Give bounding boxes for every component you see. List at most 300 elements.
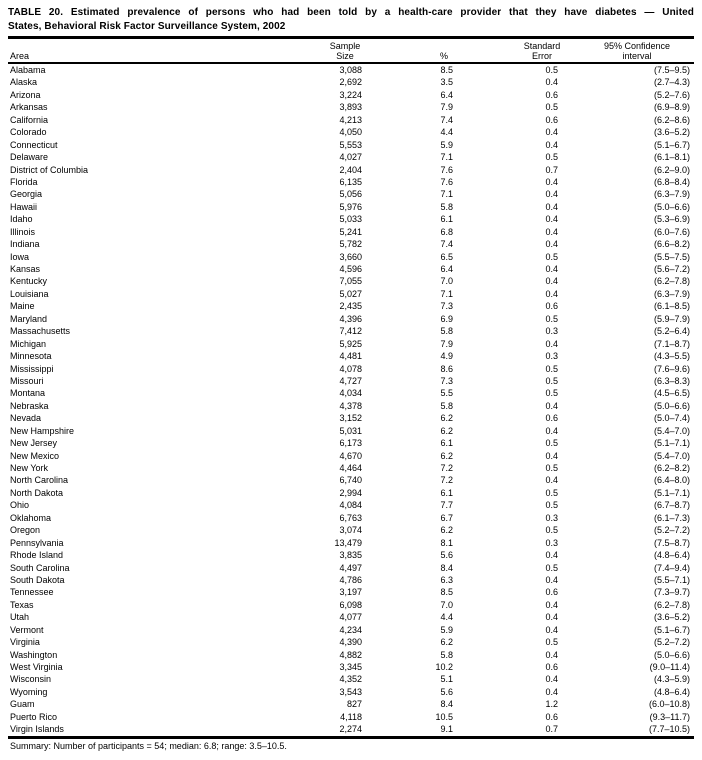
cell-confidence-interval: (5.5–7.5) xyxy=(653,251,690,262)
cell-percent: 5.9 xyxy=(440,624,453,635)
col-header-standard-error xyxy=(458,41,563,61)
table-row xyxy=(8,499,694,511)
cell-area: West Virginia xyxy=(10,662,63,672)
cell-sample-size: 13,479 xyxy=(334,537,362,548)
cell-area: New Jersey xyxy=(10,438,58,449)
cell-confidence-interval: (7.3–9.7) xyxy=(653,587,690,598)
cell-percent: 6.8 xyxy=(440,226,453,237)
cell-percent: 5.8 xyxy=(440,649,453,660)
cell-standard-error: 0.4 xyxy=(545,612,558,623)
cell-standard-error: 0.4 xyxy=(545,201,558,212)
table-row xyxy=(8,611,694,623)
table-row xyxy=(8,238,694,250)
table-row xyxy=(8,151,694,163)
cell-confidence-interval: (7.5–9.5) xyxy=(653,65,690,75)
cell-sample-size: 3,074 xyxy=(339,525,362,536)
col-header-se-line2: Error xyxy=(532,50,552,61)
cell-sample-size: 3,345 xyxy=(339,662,362,672)
cell-sample-size: 4,084 xyxy=(339,500,362,511)
cell-percent: 5.1 xyxy=(440,674,453,685)
cell-confidence-interval: (4.8–6.4) xyxy=(653,686,690,697)
cell-standard-error: 0.3 xyxy=(545,326,558,337)
cell-area: Connecticut xyxy=(10,139,58,150)
table-row xyxy=(8,487,694,499)
cell-standard-error: 0.5 xyxy=(545,525,558,536)
cell-percent: 7.0 xyxy=(440,599,453,610)
cell-sample-size: 7,412 xyxy=(339,326,362,337)
table-row xyxy=(8,114,694,126)
cell-confidence-interval: (6.3–7.9) xyxy=(653,288,690,299)
cell-sample-size: 2,274 xyxy=(339,724,362,735)
table-row xyxy=(8,661,694,673)
cell-standard-error: 0.5 xyxy=(545,313,558,324)
cell-standard-error: 0.7 xyxy=(545,164,558,175)
table-row xyxy=(8,176,694,188)
cell-percent: 5.8 xyxy=(440,326,453,337)
table-row xyxy=(8,412,694,424)
cell-area: Virginia xyxy=(10,637,40,648)
cell-sample-size: 4,027 xyxy=(339,152,362,163)
cell-area: Maine xyxy=(10,301,35,312)
cell-standard-error: 0.5 xyxy=(545,562,558,573)
cell-standard-error: 0.5 xyxy=(545,251,558,262)
table-row xyxy=(8,698,694,710)
cell-sample-size: 3,088 xyxy=(339,65,362,75)
cell-sample-size: 5,782 xyxy=(339,239,362,250)
cell-sample-size: 6,098 xyxy=(339,599,362,610)
cell-confidence-interval: (5.4–7.0) xyxy=(653,425,690,436)
cell-sample-size: 2,435 xyxy=(339,301,362,312)
table-header-row xyxy=(8,39,694,62)
cell-standard-error: 0.6 xyxy=(545,587,558,598)
cell-area: South Dakota xyxy=(10,574,65,585)
cell-standard-error: 0.5 xyxy=(545,438,558,449)
col-header-sample-line1: Sample xyxy=(329,40,361,51)
cell-area: Rhode Island xyxy=(10,550,64,561)
table-row xyxy=(8,164,694,176)
cell-standard-error: 0.4 xyxy=(545,425,558,436)
cell-confidence-interval: (5.5–7.1) xyxy=(653,574,690,585)
cell-area: Iowa xyxy=(10,251,30,262)
cell-sample-size: 5,056 xyxy=(339,189,362,200)
col-header-confidence-interval xyxy=(563,41,694,61)
cell-confidence-interval: (5.1–7.1) xyxy=(653,438,690,449)
cell-percent: 5.8 xyxy=(440,201,453,212)
cell-percent: 7.2 xyxy=(440,463,453,473)
table-row xyxy=(8,723,694,735)
cell-area: Vermont xyxy=(10,624,44,635)
cell-area: Michigan xyxy=(10,338,47,349)
col-header-area-label: Area xyxy=(10,50,30,61)
table-row xyxy=(8,462,694,474)
table-row xyxy=(8,586,694,598)
cell-standard-error: 0.7 xyxy=(545,724,558,735)
cell-area: Utah xyxy=(10,612,30,623)
cell-confidence-interval: (7.7–10.5) xyxy=(648,724,690,735)
cell-sample-size: 5,925 xyxy=(339,338,362,349)
cell-confidence-interval: (7.4–9.4) xyxy=(653,562,690,573)
cell-sample-size: 3,543 xyxy=(339,686,362,697)
table-row xyxy=(8,251,694,263)
cell-standard-error: 0.5 xyxy=(545,152,558,163)
cell-sample-size: 4,213 xyxy=(339,114,362,125)
cell-confidence-interval: (7.6–9.6) xyxy=(653,363,690,374)
cell-area: Texas xyxy=(10,599,34,610)
cell-confidence-interval: (5.2–7.6) xyxy=(653,89,690,100)
cell-standard-error: 0.6 xyxy=(545,114,558,125)
cell-standard-error: 0.4 xyxy=(545,475,558,486)
cell-area: Maryland xyxy=(10,313,48,324)
cell-sample-size: 4,670 xyxy=(339,450,362,461)
cell-confidence-interval: (4.8–6.4) xyxy=(653,550,690,561)
cell-standard-error: 0.6 xyxy=(545,413,558,424)
cell-percent: 10.2 xyxy=(435,662,453,672)
table-row xyxy=(8,89,694,101)
cell-sample-size: 3,152 xyxy=(339,413,362,424)
cell-confidence-interval: (6.2–8.2) xyxy=(653,463,690,473)
table-row xyxy=(8,201,694,213)
cell-sample-size: 4,727 xyxy=(339,375,362,386)
cell-percent: 5.5 xyxy=(440,388,453,399)
cell-confidence-interval: (4.3–5.5) xyxy=(653,351,690,362)
cell-sample-size: 827 xyxy=(346,699,362,710)
cell-sample-size: 5,031 xyxy=(339,425,362,436)
table-row xyxy=(8,300,694,312)
cell-standard-error: 0.4 xyxy=(545,338,558,349)
table-row xyxy=(8,549,694,561)
summary-footnote: Summary: Number of participants = 54; median: 6.8; range: 3.5–10.5. xyxy=(10,740,287,751)
cell-percent: 6.4 xyxy=(440,89,453,100)
cell-area: Mississippi xyxy=(10,363,54,374)
cell-confidence-interval: (3.6–5.2) xyxy=(653,612,690,623)
cell-percent: 7.9 xyxy=(440,102,453,113)
table-row xyxy=(8,325,694,337)
cell-confidence-interval: (6.4–8.0) xyxy=(653,475,690,486)
cell-area: Idaho xyxy=(10,214,33,225)
cell-confidence-interval: (5.9–7.9) xyxy=(653,313,690,324)
cell-percent: 7.0 xyxy=(440,276,453,287)
table-row xyxy=(8,139,694,151)
cell-percent: 6.9 xyxy=(440,313,453,324)
cell-confidence-interval: (5.4–7.0) xyxy=(653,450,690,461)
cell-percent: 6.5 xyxy=(440,251,453,262)
cell-confidence-interval: (4.3–5.9) xyxy=(653,674,690,685)
cell-sample-size: 5,553 xyxy=(339,139,362,150)
cell-confidence-interval: (9.0–11.4) xyxy=(649,662,690,672)
cell-area: South Carolina xyxy=(10,562,70,573)
table-row xyxy=(8,288,694,300)
cell-percent: 9.1 xyxy=(440,724,453,735)
cell-confidence-interval: (6.8–8.4) xyxy=(653,176,690,187)
cell-percent: 7.4 xyxy=(440,239,453,250)
cell-standard-error: 0.5 xyxy=(545,363,558,374)
table-row xyxy=(8,213,694,225)
cell-standard-error: 0.4 xyxy=(545,139,558,150)
cell-confidence-interval: (5.0–6.6) xyxy=(653,201,690,212)
cell-percent: 8.5 xyxy=(440,587,453,598)
cell-sample-size: 4,352 xyxy=(339,674,362,685)
cell-percent: 7.4 xyxy=(440,114,453,125)
cell-percent: 6.1 xyxy=(440,487,453,498)
cell-sample-size: 5,033 xyxy=(339,214,362,225)
cell-percent: 7.1 xyxy=(440,152,453,163)
cell-area: Louisiana xyxy=(10,288,49,299)
cell-percent: 7.9 xyxy=(440,338,453,349)
cell-confidence-interval: (6.3–8.3) xyxy=(653,375,690,386)
cell-standard-error: 0.5 xyxy=(545,375,558,386)
cell-confidence-interval: (6.2–8.6) xyxy=(653,114,690,125)
cell-confidence-interval: (5.2–7.2) xyxy=(653,525,690,536)
cell-confidence-interval: (6.1–8.1) xyxy=(653,152,690,163)
cell-area: North Dakota xyxy=(10,487,64,498)
cell-sample-size: 4,078 xyxy=(339,363,362,374)
table-row xyxy=(8,425,694,437)
col-header-area xyxy=(8,41,323,61)
cell-percent: 5.8 xyxy=(440,400,453,411)
cell-standard-error: 0.5 xyxy=(545,637,558,648)
cell-percent: 7.6 xyxy=(440,164,453,175)
table-row xyxy=(8,263,694,275)
cell-confidence-interval: (5.2–6.4) xyxy=(653,326,690,337)
cell-percent: 7.7 xyxy=(440,500,453,511)
cell-standard-error: 0.4 xyxy=(545,176,558,187)
cell-area: Indiana xyxy=(10,239,40,250)
cell-percent: 4.9 xyxy=(440,351,453,362)
cell-standard-error: 0.4 xyxy=(545,674,558,685)
cell-sample-size: 6,740 xyxy=(339,475,362,486)
cell-percent: 6.2 xyxy=(440,425,453,436)
cell-percent: 5.6 xyxy=(440,686,453,697)
cell-confidence-interval: (6.1–7.3) xyxy=(653,512,690,523)
table-row xyxy=(8,562,694,574)
cell-percent: 7.1 xyxy=(440,288,453,299)
cell-standard-error: 0.4 xyxy=(545,214,558,225)
cell-standard-error: 0.4 xyxy=(545,599,558,610)
cell-confidence-interval: (5.6–7.2) xyxy=(653,264,690,274)
cell-sample-size: 4,118 xyxy=(340,711,362,722)
cell-standard-error: 0.4 xyxy=(545,649,558,660)
cell-confidence-interval: (6.3–7.9) xyxy=(653,189,690,200)
table-row xyxy=(8,375,694,387)
cell-standard-error: 0.3 xyxy=(545,351,558,362)
cell-confidence-interval: (5.0–6.6) xyxy=(653,649,690,660)
cell-standard-error: 0.5 xyxy=(545,463,558,473)
cell-confidence-interval: (5.1–6.7) xyxy=(653,139,690,150)
cell-sample-size: 4,882 xyxy=(339,649,362,660)
cell-area: Alaska xyxy=(10,77,38,88)
cell-confidence-interval: (6.7–8.7) xyxy=(653,500,690,511)
cell-area: Kansas xyxy=(10,264,41,274)
cell-area: Wisconsin xyxy=(10,674,52,685)
cell-percent: 8.6 xyxy=(440,363,453,374)
cell-sample-size: 4,234 xyxy=(339,624,362,635)
cell-sample-size: 4,077 xyxy=(339,612,362,623)
cell-standard-error: 0.5 xyxy=(545,500,558,511)
cell-area: Delaware xyxy=(10,152,49,163)
cell-area: Tennessee xyxy=(10,587,54,598)
table-row xyxy=(8,363,694,375)
cell-confidence-interval: (5.0–7.4) xyxy=(653,413,690,424)
table-row xyxy=(8,387,694,399)
cell-confidence-interval: (2.7–4.3) xyxy=(653,77,690,88)
cell-confidence-interval: (6.6–8.2) xyxy=(653,239,690,250)
table-row xyxy=(8,126,694,138)
cell-area: Colorado xyxy=(10,127,47,138)
cell-area: Minnesota xyxy=(10,351,52,362)
cell-area: Georgia xyxy=(10,189,43,200)
cell-area: Ohio xyxy=(10,500,30,511)
cell-percent: 8.5 xyxy=(440,65,453,75)
cell-sample-size: 5,027 xyxy=(339,288,362,299)
cell-standard-error: 0.6 xyxy=(545,711,558,722)
table-row xyxy=(8,400,694,412)
table-row xyxy=(8,624,694,636)
cell-area: Washington xyxy=(10,649,58,660)
cell-confidence-interval: (5.1–7.1) xyxy=(653,487,690,498)
cell-percent: 6.2 xyxy=(440,450,453,461)
table-row xyxy=(8,275,694,287)
cell-percent: 5.9 xyxy=(440,139,453,150)
cell-area: Illinois xyxy=(10,226,36,237)
table-row xyxy=(8,686,694,698)
cell-percent: 6.2 xyxy=(440,637,453,648)
cell-sample-size: 4,396 xyxy=(339,313,362,324)
table-row xyxy=(8,338,694,350)
cell-sample-size: 3,224 xyxy=(339,89,362,100)
cell-sample-size: 6,135 xyxy=(339,176,362,187)
cell-standard-error: 0.6 xyxy=(545,89,558,100)
cell-area: New Hampshire xyxy=(10,425,75,436)
table-row xyxy=(8,673,694,685)
cell-standard-error: 0.6 xyxy=(545,662,558,672)
cell-confidence-interval: (7.1–8.7) xyxy=(653,338,690,349)
cell-sample-size: 6,173 xyxy=(339,438,362,449)
cell-area: New York xyxy=(10,463,49,473)
cell-percent: 8.4 xyxy=(440,562,453,573)
cell-standard-error: 0.4 xyxy=(545,77,558,88)
cell-confidence-interval: (6.9–8.9) xyxy=(653,102,690,113)
cell-standard-error: 0.5 xyxy=(545,487,558,498)
cell-confidence-interval: (4.5–6.5) xyxy=(653,388,690,399)
cell-sample-size: 4,050 xyxy=(339,127,362,138)
rule-above-summary xyxy=(8,736,694,740)
cell-area: Arkansas xyxy=(10,102,48,113)
cell-percent: 3.5 xyxy=(440,77,453,88)
table-row xyxy=(8,188,694,200)
cell-sample-size: 4,390 xyxy=(339,637,362,648)
table-title-line1: TABLE 20. Estimated prevalence of persons who had been told by a health-care provider that they have diabetes — United xyxy=(8,7,694,18)
col-header-percent-label: % xyxy=(439,50,448,61)
cell-percent: 6.3 xyxy=(440,574,453,585)
cell-standard-error: 0.4 xyxy=(545,624,558,635)
cell-sample-size: 2,994 xyxy=(339,487,362,498)
cell-area: Florida xyxy=(10,176,38,187)
cell-standard-error: 0.4 xyxy=(545,288,558,299)
table-row xyxy=(8,437,694,449)
cell-confidence-interval: (6.0–7.6) xyxy=(653,226,690,237)
cell-standard-error: 1.2 xyxy=(545,699,558,710)
cell-standard-error: 0.4 xyxy=(545,189,558,200)
cell-area: Pennsylvania xyxy=(10,537,64,548)
table-title-line2: States, Behavioral Risk Factor Surveillance System, 2002 xyxy=(8,20,286,32)
table-row xyxy=(8,512,694,524)
cell-confidence-interval: (3.6–5.2) xyxy=(653,127,690,138)
col-header-ci-line2: interval xyxy=(622,50,652,61)
table-row xyxy=(8,226,694,238)
col-header-sample-line2: Size xyxy=(336,50,354,61)
cell-confidence-interval: (5.1–6.7) xyxy=(653,624,690,635)
col-header-sample-size xyxy=(323,41,367,61)
cell-area: Nevada xyxy=(10,413,42,424)
cell-sample-size: 4,378 xyxy=(339,400,362,411)
cell-area: Virgin Islands xyxy=(10,724,64,735)
cell-percent: 7.3 xyxy=(440,301,453,312)
cell-area: Alabama xyxy=(10,65,46,75)
cell-area: Oregon xyxy=(10,525,41,536)
cell-area: Massachusetts xyxy=(10,326,71,337)
cell-sample-size: 3,835 xyxy=(339,550,362,561)
cell-standard-error: 0.3 xyxy=(545,537,558,548)
cell-confidence-interval: (7.5–8.7) xyxy=(653,537,690,548)
cell-sample-size: 4,481 xyxy=(339,351,362,362)
cell-percent: 6.2 xyxy=(440,413,453,424)
cell-confidence-interval: (5.0–6.6) xyxy=(653,400,690,411)
table-row xyxy=(8,524,694,536)
cell-standard-error: 0.4 xyxy=(545,276,558,287)
cell-standard-error: 0.4 xyxy=(545,574,558,585)
table-row xyxy=(8,537,694,549)
cell-confidence-interval: (5.2–7.2) xyxy=(653,637,690,648)
cell-percent: 6.1 xyxy=(440,438,453,449)
table-row xyxy=(8,649,694,661)
cell-area: Montana xyxy=(10,388,46,399)
cell-sample-size: 3,197 xyxy=(339,587,362,598)
cell-standard-error: 0.3 xyxy=(545,512,558,523)
cell-sample-size: 4,497 xyxy=(339,562,362,573)
col-header-ci-line1: 95% Confidence xyxy=(603,40,671,51)
cell-area: Wyoming xyxy=(10,686,48,697)
table-row xyxy=(8,599,694,611)
table-title xyxy=(8,6,694,33)
cell-standard-error: 0.5 xyxy=(545,388,558,399)
cell-sample-size: 4,786 xyxy=(339,574,362,585)
cell-standard-error: 0.4 xyxy=(545,686,558,697)
cell-sample-size: 5,241 xyxy=(339,226,362,237)
table-row xyxy=(8,313,694,325)
table-row xyxy=(8,76,694,88)
cell-percent: 7.3 xyxy=(440,375,453,386)
table-row xyxy=(8,450,694,462)
cell-area: Kentucky xyxy=(10,276,48,287)
table-row xyxy=(8,574,694,586)
table-row xyxy=(8,101,694,113)
table-row xyxy=(8,636,694,648)
cell-standard-error: 0.4 xyxy=(545,550,558,561)
cell-sample-size: 3,893 xyxy=(339,102,362,113)
cell-standard-error: 0.6 xyxy=(545,301,558,312)
cell-confidence-interval: (6.2–9.0) xyxy=(653,164,690,175)
cell-sample-size: 3,660 xyxy=(339,251,362,262)
table-row xyxy=(8,474,694,486)
cell-standard-error: 0.4 xyxy=(545,127,558,138)
cell-sample-size: 4,596 xyxy=(339,264,362,274)
cell-standard-error: 0.4 xyxy=(545,239,558,250)
cell-confidence-interval: (9.3–11.7) xyxy=(649,711,690,722)
cell-percent: 7.2 xyxy=(440,475,453,486)
cell-standard-error: 0.5 xyxy=(545,65,558,75)
cell-confidence-interval: (6.0–10.8) xyxy=(648,699,690,710)
cell-area: Hawaii xyxy=(10,201,38,212)
